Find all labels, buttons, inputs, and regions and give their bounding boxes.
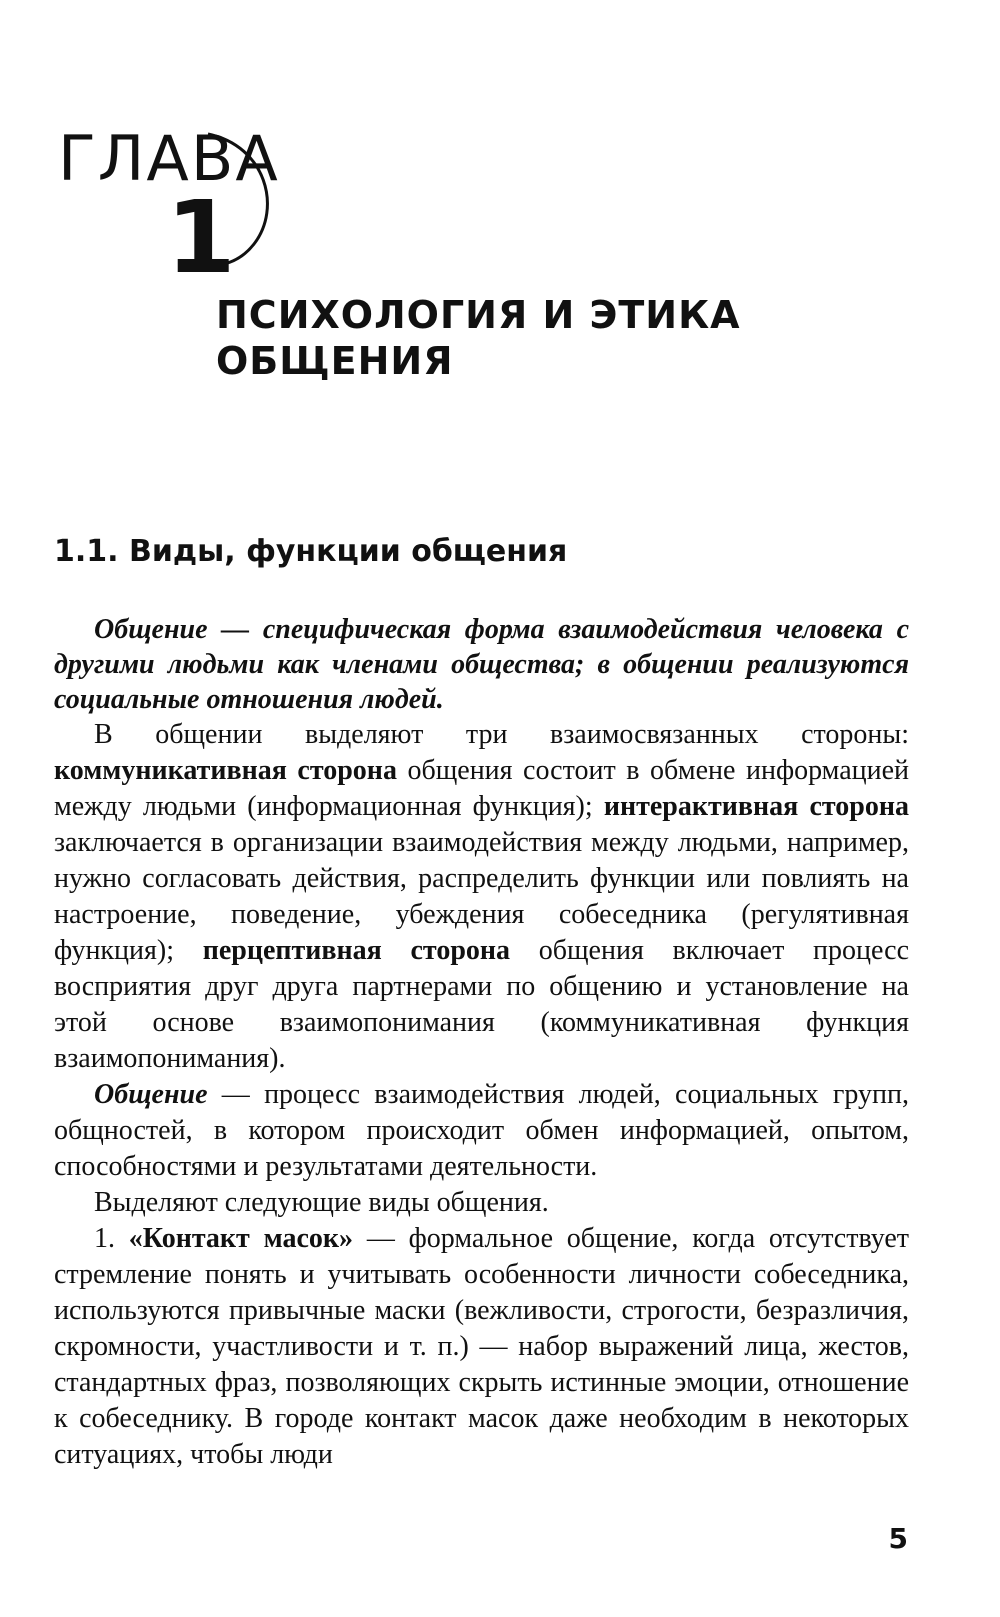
paragraph-process-definition [54,1077,909,1185]
p2-term-communicative: коммуникативная сторона [54,755,397,786]
p2-term-perceptive: перцептивная сторона [202,935,511,966]
p5-text: — формальное общение, когда отсутствует стремление понять и учитывать особенности личности собеседника, используются привычные маски (вежливости, строгости, безразличия, скромности, участливости и т. п.) — набор выражений лица, жестов, стандартных фраз, позволяющих скрыть истинные эмоции, отношение к собеседнику. В городе контакт масок даже необходим в некоторых ситуациях, чтобы люди [54,1223,909,1470]
body-text [54,612,909,1473]
p2-term-interactive: интерактивная сторона [603,791,909,822]
p2-text-3: заключается в организации взаимодействия между людьми, например, нужно согласовать действия, распределить функции или повлиять на настроение, поведение, убеждения собеседника (регулятивная функция); [54,827,909,966]
chapter-title [216,292,741,384]
p2-text-4: общения включает процесс восприятия друг друга партнерами по общению и установление на этой основе взаимопонимания (коммуникативная функция взаимопонимания). [54,935,909,1074]
chapter-title-line1: ПСИХОЛОГИЯ И ЭТИКА [216,293,741,337]
paragraph-types-intro: Выделяют следующие виды общения. [94,1187,549,1218]
p3-text: — процесс взаимодействия людей, социальных групп, общностей, в котором происходит обмен информацией, опытом, способностями и результатами деятельности. [54,1079,909,1182]
p3-term: Общение [94,1079,208,1110]
chapter-label: ГЛАВА [58,122,280,195]
p2-text-1: В общении выделяют три взаимосвязанных стороны: [94,719,909,750]
p5-term: «Контакт масок» [128,1223,354,1254]
paragraph-sides-of-communication [54,717,909,1077]
chapter-number: 1 [166,179,236,296]
page-number: 5 [888,1522,908,1555]
paragraph-mask-contact [54,1221,909,1473]
chapter-title-line2: ОБЩЕНИЯ [216,339,454,383]
p2-text-2: общения состоит в обмене информацией между людьми (информационная функция); [54,755,910,822]
p5-number: 1. [94,1223,129,1254]
definition-paragraph: Общение — специфическая форма взаимодействия человека с другими людьми как членами общества; в общении реализуются социальные отношения людей. [54,614,909,715]
section-title: 1.1. Виды, функции общения [54,534,568,569]
